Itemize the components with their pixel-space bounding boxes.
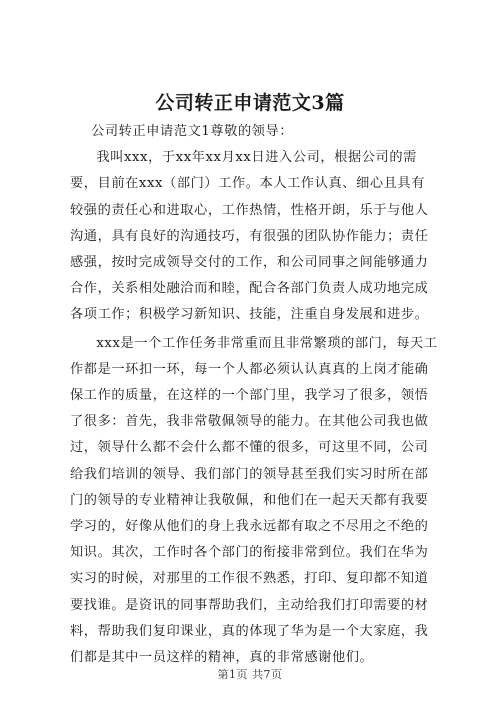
document-title: 公司转正申请范文3篇 [155, 92, 345, 114]
document-body [70, 119, 438, 671]
paragraph-2: xxx是一个工作任务非常重而且非常繁琐的部门，每天工作都是一环扣一环，每一个人都必须认认真真的上岗才能确保工作的质量，在这样的一个部门里，我学习了很多，领悟了很多：首先，我非常敬佩领导的能力。在其他公司我也做过，领导什么都不会什么都不懂的很多，可这里不同，公司给我们培训的领导、我们部门的领导甚至我们实习时所在部门的领导的专业精神让我敬佩，和他们在一起天天都有我要学习的，好像从他们的身上我永远都有取之不尽用之不绝的知识。其次，工作时各个部门的衔接非常到位。我们在华为实习的时候，对那里的工作很不熟悉，打印、复印都不知道要找谁。是资讯的同事帮助我们，主动给我们打印需要的材料，帮助我们复印课业，真的体现了华为是一个大家庭，我们都是其中一员这样的精神，真的非常感谢他们。 [70, 335, 438, 666]
greeting-line: 公司转正申请范文1尊敬的领导： [91, 124, 294, 139]
page-footer: 第1页 共7页 [217, 668, 283, 681]
paragraph-1: 我叫xxx，于xx年xx月xx日进入公司，根据公司的需要，目前在xxx（部门）工作。本人工作认真、细心且具有较强的责任心和进取心，工作热情，性格开朗，乐于与他人沟通，具有良好的沟通技巧，有很强的团队协作能力；责任感强，按时完成领导交付的工作，和公司同事之间能够通力合作，关系相处融洽而和睦，配合各部门负责人成功地完成各项工作；积极学习新知识、技能，注重自身发展和进步。 [70, 150, 429, 323]
